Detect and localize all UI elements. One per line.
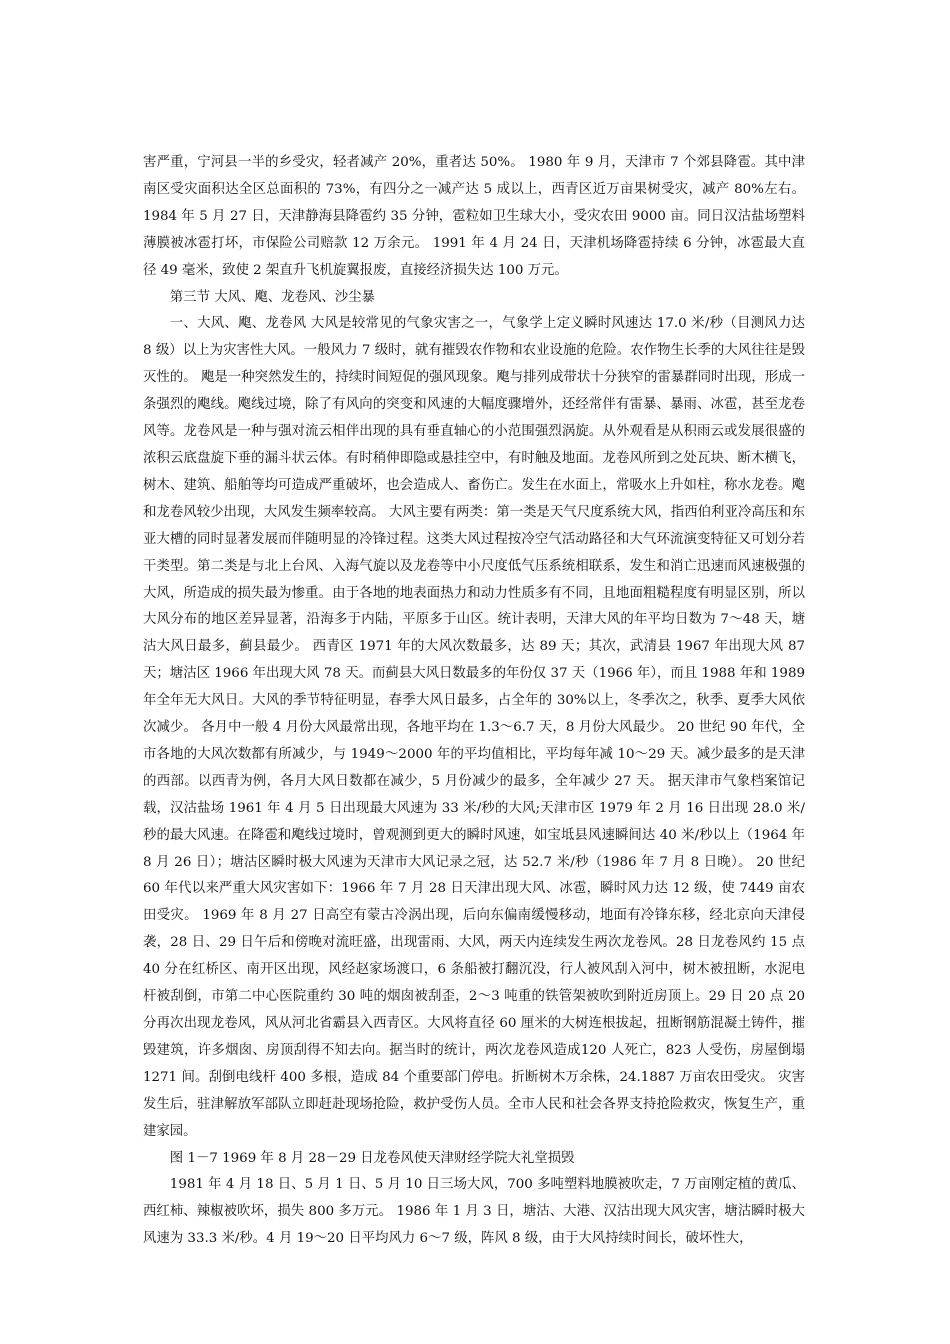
paragraph-1981-winds: 1981 年 4 月 18 日、5 月 1 日、5 月 10 日三场大风，700 多吨塑料地膜被吹走，7 万亩刚定植的黄瓜、西红柿、辣椒被吹坏，损失 800 多万元。 1986 年 1 月 3 日，塘沽、大港、汉沽出现大风灾害，塘沽瞬时极大风速为 33.3 米/秒。4 月 19～20 日平均风力 6～7 级，阵风 8 级，由于大风持续时间长，破坏性大， [143, 1177, 805, 1247]
section-heading: 第三节 大风、飑、龙卷风、沙尘暴 [169, 289, 375, 305]
figure-caption: 图 1－7 1969 年 8 月 28－29 日龙卷风使天津财经学院大礼堂损毁 [169, 1150, 575, 1166]
paragraph-hail-continuation: 害严重，宁河县一半的乡受灾，轻者减产 20%，重者达 50%。 1980 年 9 月，天津市 7 个郊县降雹。其中津南区受灾面积达全区总面积的 73%，有四分之一减产达 5 成以上，西青区近万亩果树受灾，减产 80%左右。 1984 年 5 月 27 日，天津静海县降雹约 35 分钟，雹粒如卫生球大小，受灾农田 9000 亩。同日汉沽盐场塑料薄膜被冰雹打坏，市保险公司赔款 12 万余元。 1991 年 4 月 24 日，天津机场降雹持续 6 分钟，冰雹最大直径 49 毫米，致使 2 架直升飞机旋翼报废，直接经济损失达 100 万元。 [143, 155, 805, 278]
paragraph-wind-squall-tornado: 一、大风、飑、龙卷风 大风是较常见的气象灾害之一，气象学上定义瞬时风速达 17.0 米/秒（目测风力达 8 级）以上为灾害性大风。一般风力 7 级时，就有摧毁农作物和农业设施的危险。农作物生长季的大风往往是毁灭性的。 飑是一种突然发生的，持续时间短促的强风现象。飑与排列成带状十分狭窄的雷暴群同时出现，形成一条强烈的飑线。飑线过境，除了有风向的突变和风速的大幅度骤增外，还经常伴有雷暴、暴雨、冰雹，甚至龙卷风等。龙卷风是一种与强对流云相伴出现的具有垂直轴心的小范围强烈涡旋。从外观看是从积雨云或发展很盛的浓积云底盘旋下垂的漏斗状云体。有时稍伸即隐或悬挂空中，有时触及地面。龙卷风所到之处瓦块、断木横飞，树木、建筑、船舶等均可造成严重破坏，也会造成人、畜伤亡。发生在水面上，常吸水上升如柱，称水龙卷。飑和龙卷风较少出现，大风发生频率较高。 大风主要有两类：第一类是天气尺度系统大风，指西伯利亚冷高压和东亚大槽的同时显著发展而伴随明显的冷锋过程。这类大风过程按冷空气活动路径和大气环流演变特征又可划分若干类型。第二类是与北上台风、入海气旋以及龙卷等中小尺度低气压系统相联系，发生和消亡迅速而风速极强的大风，所造成的损失最为惨重。由于各地的地表面热力和动力性质多有不同，且地面粗糙程度有明显区别，所以大风分布的地区差异显著，沿海多于内陆，平原多于山区。统计表明，天津大风的年平均日数为 7～48 天，塘沽大风日最多，蓟县最少。 西青区 1971 年的大风次数最多，达 89 天；其次，武清县 1967 年出现大风 87 天；塘沽区 1966 年出现大风 78 天。而蓟县大风日数最多的年份仅 37 天（1966 年），而且 1988 年和 1989 年全年无大风日。大风的季节特征明显，春季大风日最多，占全年的 30%以上，冬季次之，秋季、夏季大风依次减少。 各月中一般 4 月份大风最常出现，各地平均在 1.3～6.7 天，8 月份大风最少。 20 世纪 90 年代，全市各地的大风次数都有所减少，与 1949～2000 年的平均值相比，平均每年减 10～29 天。减少最多的是天津的西部。以西青为例，各月大风日数都在减少，5 月份减少的最多，全年减少 27 天。 据天津市气象档案馆记载，汉沽盐场 1961 年 4 月 5 日出现最大风速为 33 米/秒的大风;天津市区 1979 年 2 月 16 日出现 28.0 米/秒的最大风速。在降雹和飑线过境时，曾观测到更大的瞬时风速，如宝坻县风速瞬间达 40 米/秒以上（1964 年 8 月 26 日）；塘沽区瞬时极大风速为天津市大风记录之冠，达 52.7 米/秒（1986 年 7 月 8 日晚）。 20 世纪 60 年代以来严重大风灾害如下：1966 年 7 月 28 日天津出现大风、冰雹，瞬时风力达 12 级，使 7449 亩农田受灾。 1969 年 8 月 27 日高空有蒙古冷涡出现，后向东偏南缓慢移动，地面有冷锋东移，经北京向天津侵袭，28 日、29 日午后和傍晚对流旺盛，出现雷雨、大风，两天内连续发生两次龙卷风。28 日龙卷风约 15 点 40 分在红桥区、南开区出现，风经赵家场渡口，6 条船被打翻沉没，行人被风刮入河中，树木被扭断，水泥电杆被刮倒，市第二中心医院重约 30 吨的烟囱被刮歪，2～3 吨重的铁管架被吹到附近房顶上。29 日 20 点 20 分再次出现龙卷风，风从河北省霸县入西青区。大风将直径 60 厘米的大树连根拔起，扭断钢筋混凝土铸件，摧毁建筑，许多烟囱、房顶刮得不知去向。据当时的统计，两次龙卷风造成120 人死亡，823 人受伤，房屋倒塌 1271 间。刮倒电线杆 400 多根，造成 84 个重要部门停电。折断树木万余株，24.1887 万亩农田受灾。 灾害发生后，驻津解放军部队立即赶赴现场抢险，救护受伤人员。全市人民和社会各界支持抢险救灾，恢复生产，重建家园。 [143, 316, 805, 1139]
document-page [143, 150, 805, 1253]
